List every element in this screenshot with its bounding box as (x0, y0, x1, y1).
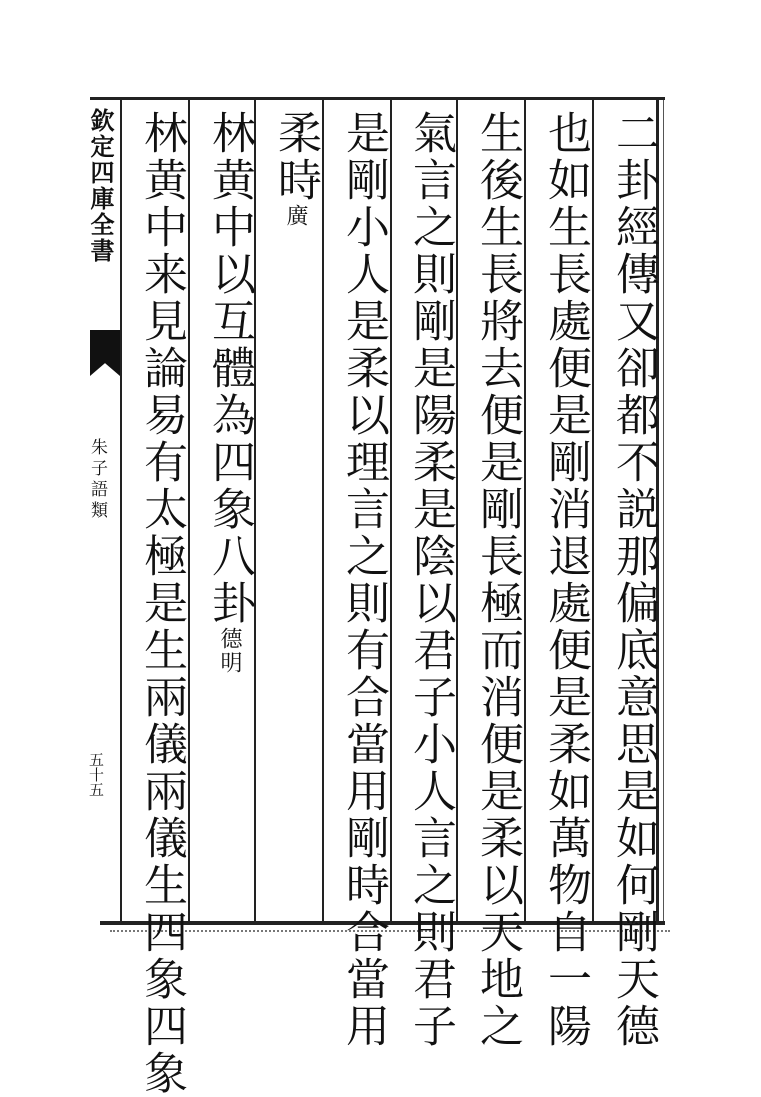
column-text: 柔時 (270, 110, 321, 204)
column-text: 是剛小人是柔以理言之則有合當用剛時合當用 (338, 110, 389, 1050)
text-column-6 (262, 110, 328, 910)
column-text: 氣言之則剛是陽柔是陰以君子小人言之則君子 (405, 110, 456, 1050)
column-text: 生後生長將去便是剛長極而消便是柔以天地之 (472, 110, 523, 1050)
column-text: 也如生長處便是剛消退處便是柔如萬物自一陽 (540, 110, 591, 1050)
text-column-1 (600, 110, 666, 1050)
column-text: 林黄中以互體為四象八卦 (204, 110, 255, 627)
text-column-8 (128, 110, 194, 1097)
text-column-4 (397, 110, 463, 1050)
column-note: 德明 (217, 627, 242, 675)
text-column-2 (532, 110, 598, 1050)
book-title: 朱子語類 (87, 438, 107, 522)
page-number: 五十五 (87, 752, 105, 797)
top-border-rule (90, 97, 665, 100)
column-text: 林黄中来見論易有太極是生兩儀兩儀生四象四象 (136, 110, 187, 1097)
left-frame-line (120, 100, 122, 921)
text-column-5 (330, 110, 396, 1050)
collection-title: 欽定四庫全書 (86, 108, 115, 264)
column-note: 廣 (283, 204, 308, 228)
column-text: 二卦經傳又卻都不説那偏底意思是如何剛天德 (608, 110, 659, 1050)
text-column-3 (464, 110, 530, 1050)
text-column-7 (196, 110, 262, 910)
